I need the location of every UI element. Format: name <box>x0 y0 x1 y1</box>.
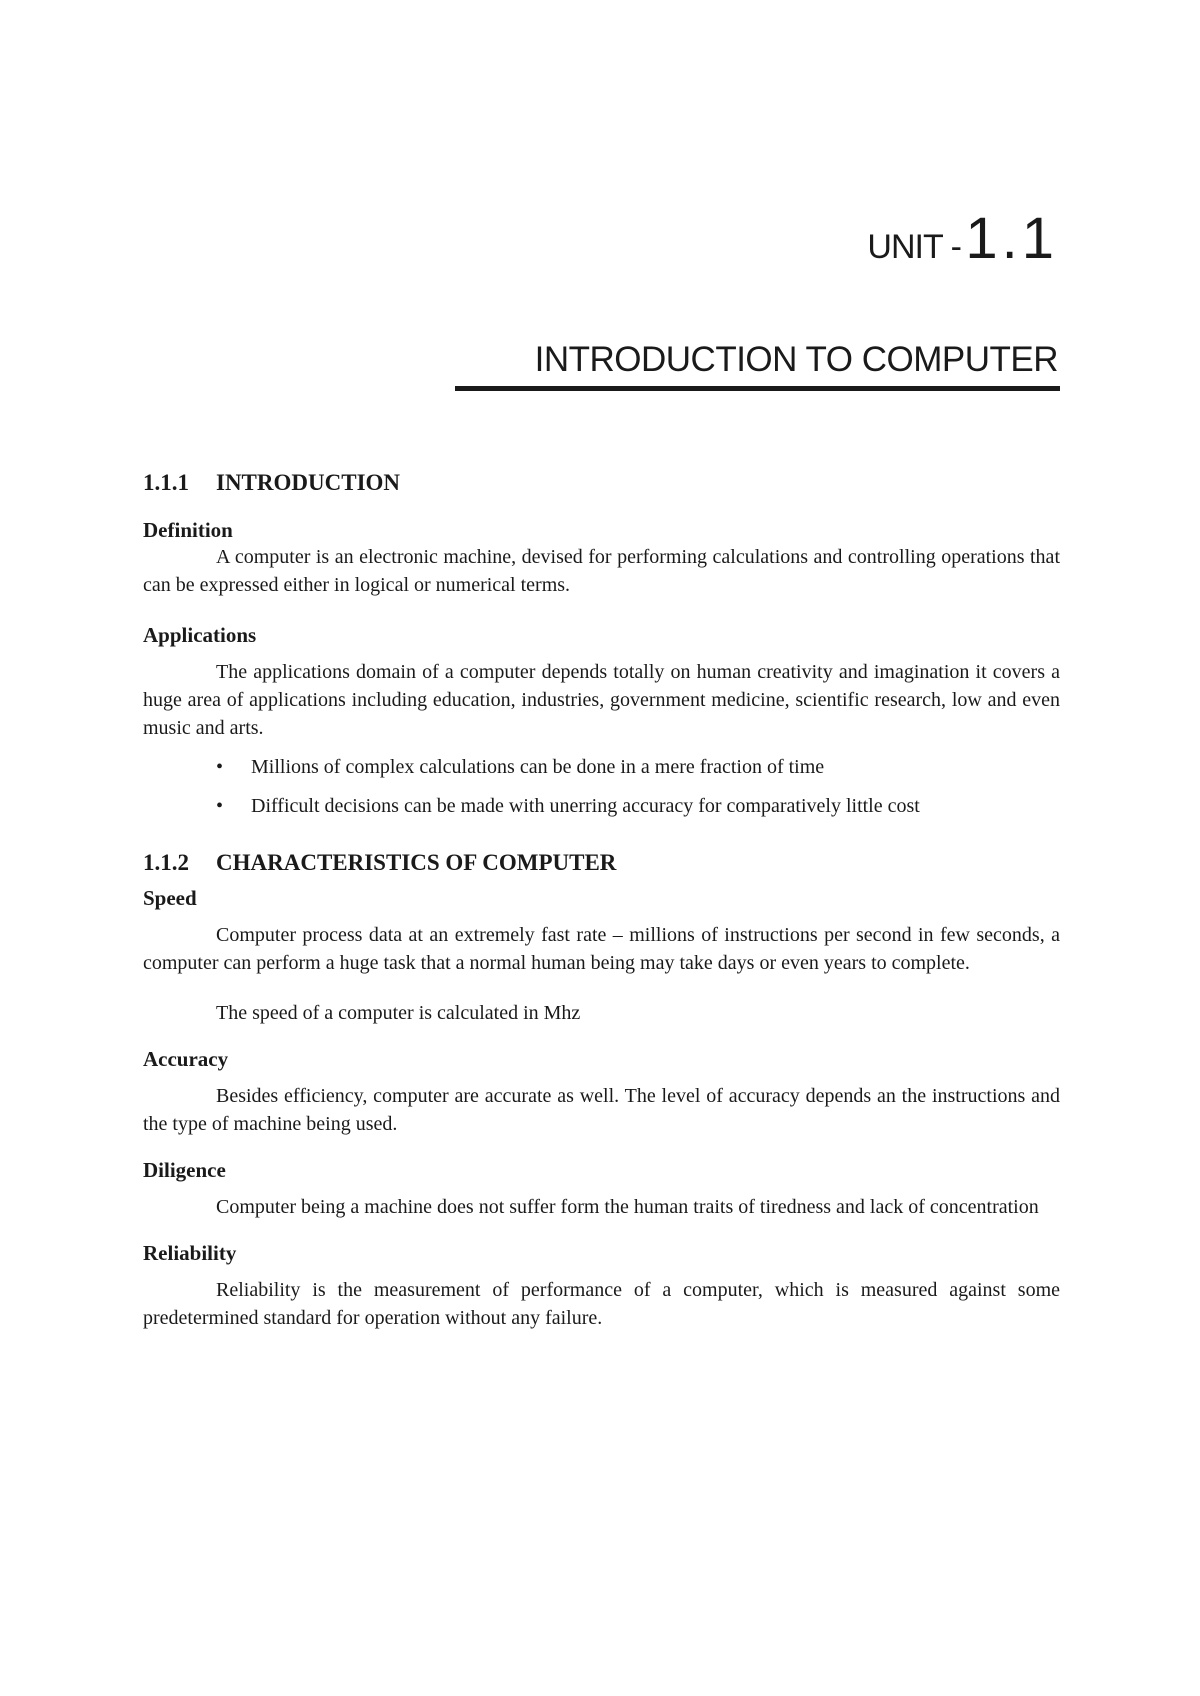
section-title: CHARACTERISTICS OF COMPUTER <box>216 850 617 875</box>
unit-label: UNIT - <box>867 228 961 266</box>
section-heading-introduction <box>143 470 1060 496</box>
applications-heading: Applications <box>143 623 257 647</box>
unit-heading <box>867 205 1058 272</box>
title-underline <box>455 386 1060 391</box>
applications-bullet-list <box>143 753 1060 820</box>
section-number: 1.1.1 <box>143 470 189 495</box>
bullet-text: Millions of complex calculations can be done in a mere fraction of time <box>251 756 825 778</box>
definition-heading: Definition <box>143 518 233 542</box>
section-heading-characteristics <box>143 850 1060 876</box>
accuracy-text: Besides efficiency, computer are accurate as well. The level of accuracy depends an the instructions and the type of machine being used. <box>143 1085 1060 1135</box>
bullet-icon: • <box>216 756 224 778</box>
list-item <box>216 792 1060 820</box>
diligence-heading: Diligence <box>143 1158 226 1182</box>
chapter-title: INTRODUCTION TO COMPUTER <box>534 340 1058 379</box>
page-content <box>143 470 1060 1332</box>
applications-text: The applications domain of a computer depends totally on human creativity and imagination it covers a huge area of applications including education, industries, government medicine, scientific research, low and even music and arts. <box>143 661 1060 739</box>
reliability-text: Reliability is the measurement of performance of a computer, which is measured against some predetermined standard for operation without any failure. <box>143 1279 1060 1329</box>
speed-text: Computer process data at an extremely fast rate – millions of instructions per second in few seconds, a computer can perform a huge task that a normal human being may take days or even years to complete. <box>143 924 1060 974</box>
section-title: INTRODUCTION <box>216 470 401 495</box>
unit-number: 1.1 <box>965 206 1058 271</box>
bullet-icon: • <box>216 795 224 817</box>
definition-text: A computer is an electronic machine, devised for performing calculations and controlling operations that can be expressed either in logical or numerical terms. <box>143 546 1060 596</box>
reliability-heading: Reliability <box>143 1241 237 1265</box>
section-number: 1.1.2 <box>143 850 189 875</box>
speed-heading: Speed <box>143 886 197 910</box>
bullet-text: Difficult decisions can be made with unerring accuracy for comparatively little cost <box>251 795 920 817</box>
accuracy-heading: Accuracy <box>143 1047 229 1071</box>
speed-unit-text: The speed of a computer is calculated in Mhz <box>216 1002 581 1024</box>
list-item <box>216 753 1060 781</box>
diligence-text: Computer being a machine does not suffer form the human traits of tiredness and lack of concentration <box>216 1196 1039 1218</box>
